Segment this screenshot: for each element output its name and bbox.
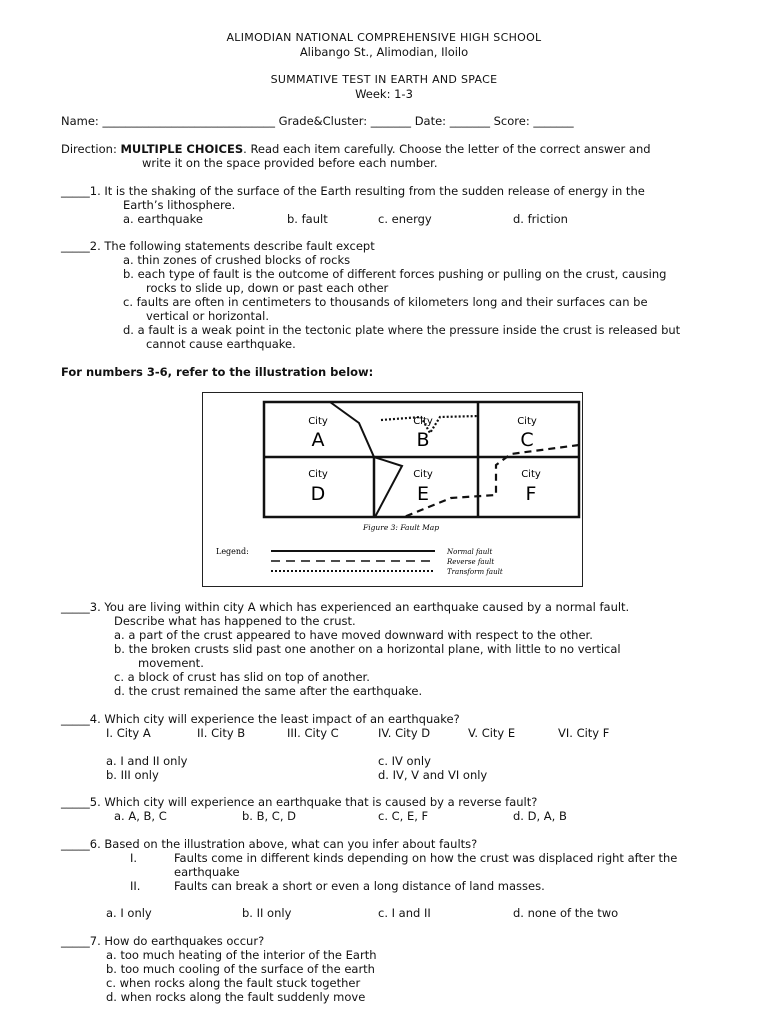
q6-stem: _____6. Based on the illustration above, what can you infer about faults?: [61, 837, 478, 851]
legend-reverse-label: Reverse fault: [447, 558, 495, 566]
q6-statement-ii: Faults can break a short or even a long distance of land masses.: [174, 879, 545, 893]
city-c-letter: C: [520, 429, 534, 451]
week-label: Week: 1-3: [355, 87, 413, 101]
q5-option-b: b. B, C, D: [242, 809, 297, 823]
q3-stem-cont: Describe what has happened to the crust.: [114, 614, 356, 628]
q7-option-d: d. when rocks along the fault suddenly move: [106, 990, 366, 1004]
city-b-letter: B: [416, 429, 430, 451]
q4-city-1: I. City A: [106, 726, 151, 740]
q2-option-c: c. faults are often in centimeters to thousands of kilometers long and their surfaces can be: [123, 295, 648, 309]
school-address: Alibango St., Alimodian, Iloilo: [299, 45, 469, 59]
q6-option-c: c. I and II: [378, 906, 431, 920]
direction-line1: [61, 142, 651, 156]
q7-option-b: b. too much cooling of the surface of the earth: [106, 962, 375, 976]
school-name: ALIMODIAN NATIONAL COMPREHENSIVE HIGH SCHOOL: [226, 31, 542, 44]
q3-option-a: a. a part of the crust appeared to have moved downward with respect to the other.: [114, 628, 593, 642]
q2-option-b-cont: rocks to slide up, down or past each other: [146, 281, 389, 295]
q1-option-d: d. friction: [513, 212, 568, 226]
q5-stem: _____5. Which city will experience an earthquake that is caused by a reverse fault?: [61, 795, 538, 809]
q1-stem-cont: Earth’s lithosphere.: [123, 198, 236, 212]
q2-option-d: d. a fault is a weak point in the tectonic plate where the pressure inside the crust is released but: [123, 323, 681, 337]
q7-option-c: c. when rocks along the fault stuck together: [106, 976, 361, 990]
q4-city-5: V. City E: [468, 726, 516, 740]
city-f-label: City: [521, 469, 541, 480]
q7-option-a: a. too much heating of the interior of the Earth: [106, 948, 377, 962]
city-e-label: City: [413, 469, 433, 480]
direction-rest: . Read each item carefully. Choose the letter of the correct answer and: [243, 142, 651, 156]
q4-city-6: VI. City F: [558, 726, 610, 740]
q5-option-d: d. D, A, B: [513, 809, 567, 823]
q2-option-a: a. thin zones of crushed blocks of rocks: [123, 253, 351, 267]
name-line: Name: ______________________________ Grade&Cluster: _______ Date: _______ Score: _______: [61, 114, 574, 128]
q3-option-b-cont: movement.: [138, 656, 204, 670]
fault-map-figure: [202, 392, 583, 587]
city-f-letter: F: [525, 483, 537, 505]
q5-option-c: c. C, E, F: [378, 809, 429, 823]
city-d-letter: D: [310, 483, 326, 505]
q3-option-b: b. the broken crusts slid past one another on a horizontal plane, with little to no vertical: [114, 642, 621, 656]
q3-stem: _____3. You are living within city A which has experienced an earthquake caused by a normal fault.: [61, 600, 630, 614]
q3-option-d: d. the crust remained the same after the earthquake.: [114, 684, 423, 698]
city-b-label: City: [413, 416, 433, 427]
q4-stem: _____4. Which city will experience the least impact of an earthquake?: [61, 712, 460, 726]
legend-transform-label: Transform fault: [447, 568, 503, 576]
q4-option-c: c. IV only: [378, 754, 431, 768]
legend-label: Legend:: [216, 547, 249, 556]
q4-option-b: b. III only: [106, 768, 159, 782]
q4-option-d: d. IV, V and VI only: [378, 768, 488, 782]
q6-option-d: d. none of the two: [513, 906, 619, 920]
test-title: SUMMATIVE TEST IN EARTH AND SPACE: [270, 73, 498, 86]
refer-note: For numbers 3-6, refer to the illustration below:: [61, 365, 374, 379]
q2-option-d-cont: cannot cause earthquake.: [146, 337, 296, 351]
q6-statement-i-number: I.: [130, 851, 138, 865]
q3-option-c: c. a block of crust has slid on top of another.: [114, 670, 370, 684]
q4-city-4: IV. City D: [378, 726, 431, 740]
q7-stem: _____7. How do earthquakes occur?: [61, 934, 265, 948]
q6-option-a: a. I only: [106, 906, 152, 920]
legend-normal-label: Normal fault: [447, 548, 493, 556]
q2-option-c-cont: vertical or horizontal.: [146, 309, 269, 323]
q6-statement-i: Faults come in different kinds depending on how the crust was displaced right after the: [174, 851, 678, 865]
q1-option-c: c. energy: [378, 212, 432, 226]
city-d-label: City: [308, 469, 328, 480]
q6-statement-i-cont: earthquake: [174, 865, 240, 879]
q1-option-a: a. earthquake: [123, 212, 203, 226]
q1-stem: _____1. It is the shaking of the surface of the Earth resulting from the sudden release of energy in the: [61, 184, 645, 198]
city-a-letter: A: [311, 429, 325, 451]
fault-map-svg: [203, 393, 582, 586]
q4-city-2: II. City B: [197, 726, 246, 740]
q4-option-a: a. I and II only: [106, 754, 188, 768]
direction-prefix: Direction:: [61, 142, 121, 156]
direction-line2: write it on the space provided before each number.: [142, 156, 438, 170]
city-c-label: City: [517, 416, 537, 427]
q1-option-b: b. fault: [287, 212, 328, 226]
figure-caption: Figure 3: Fault Map: [363, 523, 440, 532]
city-e-letter: E: [416, 483, 430, 505]
normal-fault-line: [330, 402, 402, 517]
q6-option-b: b. II only: [242, 906, 292, 920]
q4-city-3: III. City C: [287, 726, 339, 740]
q2-stem: _____2. The following statements describe fault except: [61, 239, 375, 253]
city-a-label: City: [308, 416, 328, 427]
q6-statement-ii-number: II.: [130, 879, 141, 893]
direction-bold: MULTIPLE CHOICES: [120, 142, 244, 156]
q5-option-a: a. A, B, C: [114, 809, 167, 823]
q2-option-b: b. each type of fault is the outcome of different forces pushing or pulling on the crust, causing: [123, 267, 667, 281]
